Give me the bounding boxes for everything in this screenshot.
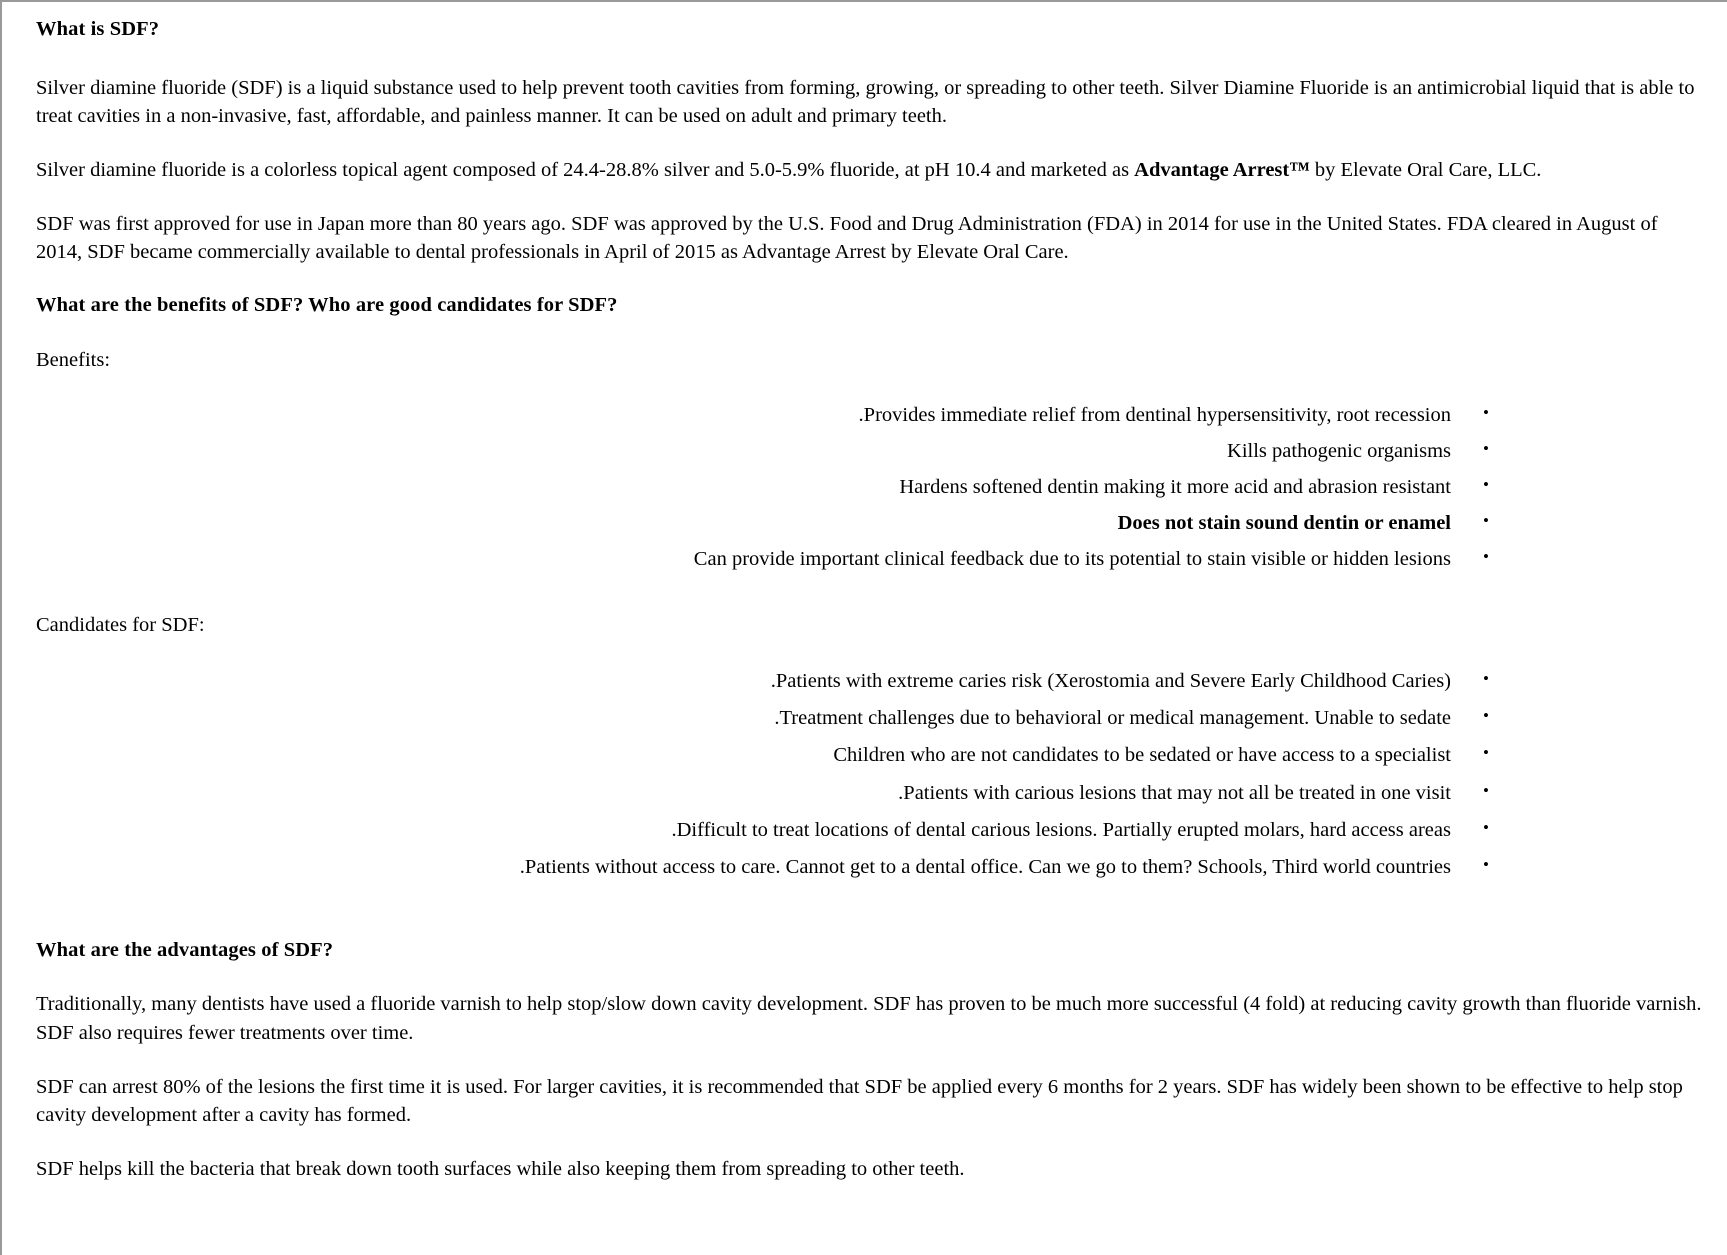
list-item-text: Kills pathogenic organisms [1227,439,1451,462]
list-item [36,667,1495,695]
paragraph-text: SDF was first approved for use in Japan more than 80 years ago. SDF was approved by the U.S. Food and Drug Administration (FDA) in 2014 for use in the United States. FDA cleared in August of 2014, SDF became commercially available to dental professionals in April of 2015 as Advantage Arrest by Elevate Oral Care. [36,212,1658,263]
list-item-text: .Patients with carious lesions that may not all be treated in one visit [898,781,1451,804]
paragraph-arrest-rate [36,1073,1703,1129]
paragraph-text-lead: Silver diamine fluoride is a colorless topical agent composed of 24.4-28.8% silver and 5.0-5.9% fluoride, at pH 10.4 and marketed as [36,158,1135,181]
list-item [36,779,1495,807]
spacer [36,1129,1703,1155]
list-item [36,741,1495,769]
bullet-icon: • [1483,817,1489,837]
heading-benefits-and-candidates: What are the benefits of SDF? Who are good candidates for SDF? [36,294,618,317]
list-item [36,473,1495,501]
spacer [36,890,1703,920]
list-item-text: Hardens softened dentin making it more acid and abrasion resistant [899,475,1451,498]
list-item-text: Does not stain sound dentin or enamel [1117,512,1451,535]
bullet-icon: • [1483,511,1489,531]
list-item-text: .Difficult to treat locations of dental carious lesions. Partially erupted molars, hard access areas [671,818,1451,841]
spacer [36,1047,1703,1073]
list-item-text: Can provide important clinical feedback due to its potential to stain visible or hidden lesions [693,548,1451,571]
spacer [36,184,1703,210]
list-item-text: .Treatment challenges due to behavioral or medical management. Unable to sedate [774,707,1451,730]
list-item-text: .Patients without access to care. Cannot get to a dental office. Can we go to them? Schools, Third world countries [519,855,1451,878]
paragraph-sdf-approval-history [36,210,1703,266]
spacer [36,320,1703,346]
paragraph-text: Traditionally, many dentists have used a fluoride varnish to help stop/slow down cavity development. SDF has proven to be much more successful (4 fold) at reducing cavity growth than fluoride varnish. SDF also requires fewer treatments over time. [36,993,1702,1044]
spacer [36,266,1703,292]
paragraph-text: SDF can arrest 80% of the lesions the first time it is used. For larger cavities, it is recommended that SDF be applied every 6 months for 2 years. SDF has widely been shown to be effective to help stop cavity development after a cavity has formed. [36,1075,1683,1126]
bullet-icon: • [1483,780,1489,800]
spacer [36,581,1703,611]
candidates-bullet-list [36,667,1495,880]
paragraph-text: SDF helps kill the bacteria that break down tooth surfaces while also keeping them from spreading to other teeth. [36,1157,965,1180]
list-item [36,545,1495,573]
bullet-icon: • [1483,706,1489,726]
list-item [36,437,1495,465]
benefits-bullet-list [36,401,1495,573]
bullet-icon: • [1483,474,1489,494]
brand-advantage-arrest: Advantage Arrest™ [1134,158,1310,181]
list-item-text: Children who are not candidates to be sedated or have access to a specialist [833,744,1451,767]
paragraph-bacteria-kill [36,1155,1703,1183]
bullet-icon: • [1483,547,1489,567]
spacer [36,44,1703,74]
list-item [36,704,1495,732]
list-item [36,816,1495,844]
bullet-icon: • [1483,669,1489,689]
list-item [36,509,1495,537]
paragraph-sdf-definition [36,74,1703,130]
spacer [36,920,1703,937]
bullet-icon: • [1483,854,1489,874]
label-candidates: Candidates for SDF: [36,614,205,637]
list-item [36,401,1495,429]
list-item-text: .Provides immediate relief from dentinal hypersensitivity, root recession [858,403,1451,426]
paragraph-fluoride-varnish-comparison [36,990,1703,1046]
list-item-text: .Patients with extreme caries risk (Xerostomia and Severe Early Childhood Caries) [770,670,1451,693]
spacer [36,130,1703,156]
heading-what-is-sdf: What is SDF? [36,18,160,40]
list-item [36,853,1495,881]
paragraph-sdf-composition [36,156,1703,184]
bullet-icon: • [1483,743,1489,763]
bullet-icon: • [1483,438,1489,458]
bullet-icon: • [1483,402,1489,422]
paragraph-text-tail: by Elevate Oral Care, LLC. [1309,158,1542,181]
heading-advantages-of-sdf: What are the advantages of SDF? [36,938,334,961]
paragraph-text: Silver diamine fluoride (SDF) is a liquid substance used to help prevent tooth cavities from forming, growing, or spreading to other teeth. Silver Diamine Fluoride is an antimicrobial liquid that is able to treat cavities in a non-invasive, fast, affordable, and painless manner. It can be used on adult and primary teeth. [36,76,1695,127]
spacer [36,964,1703,990]
label-benefits: Benefits: [36,348,111,371]
document-content [2,2,1727,1183]
